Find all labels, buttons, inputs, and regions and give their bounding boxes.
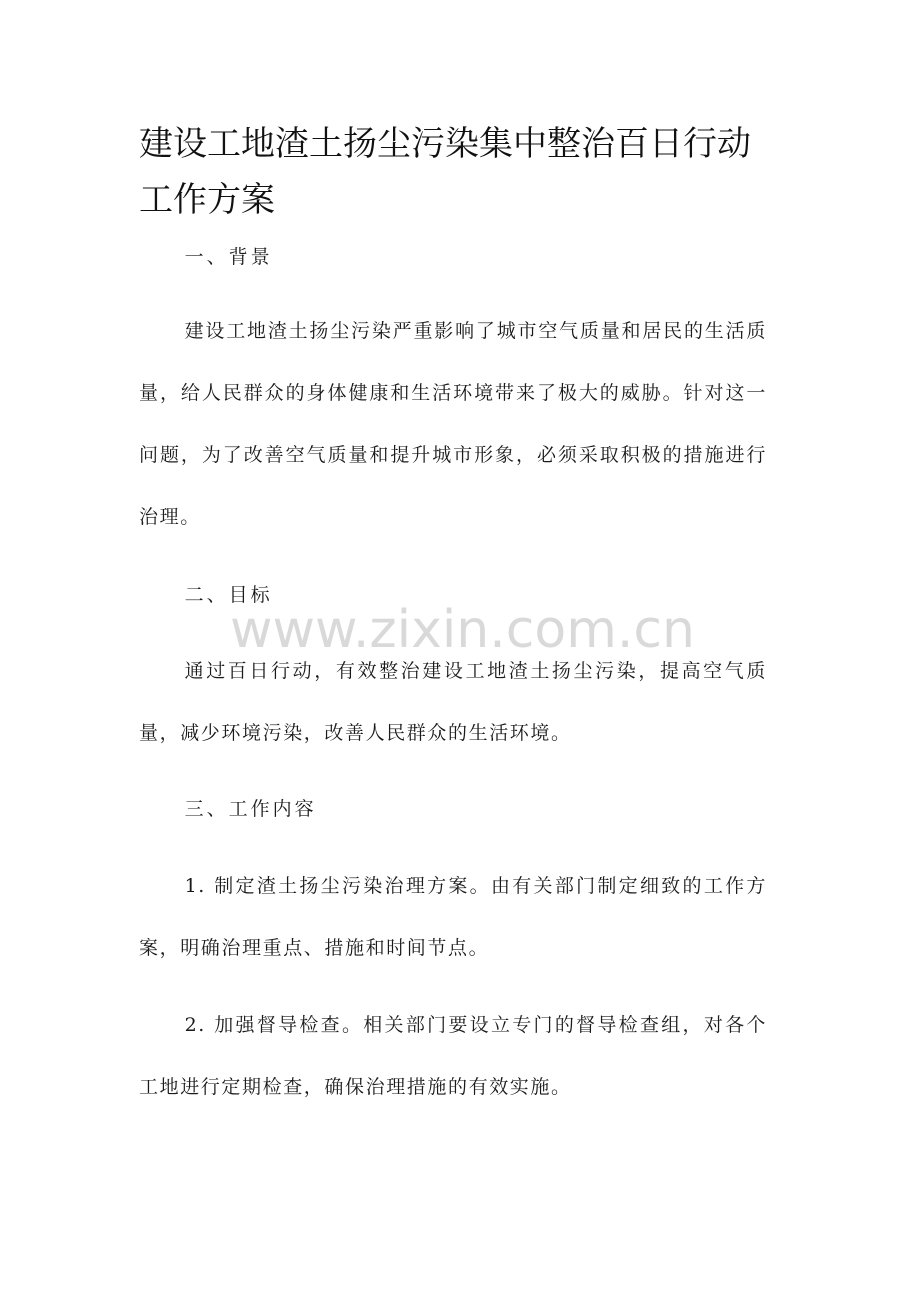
section-heading-content: 三、工作内容 — [184, 798, 317, 820]
section-heading-background: 一、背景 — [184, 246, 273, 268]
paragraph-background: 建设工地渣土扬尘污染严重影响了城市空气质量和居民的生活质量，给人民群众的身体健康和生活环境带来了极大的威胁。针对这一问题，为了改善空气质量和提升城市形象，必须采取积极的措施进行治理。 — [139, 320, 767, 528]
paragraph-goal: 通过百日行动，有效整治建设工地渣土扬尘污染，提高空气质量，减少环境污染，改善人民群众的生活环境。 — [139, 660, 767, 744]
section-heading-goal: 二、目标 — [184, 584, 273, 606]
document-title: 建设工地渣土扬尘污染集中整治百日行动工作方案 — [139, 124, 751, 220]
watermark: www.zixin.com.cn — [230, 600, 695, 660]
list-item-1: 1. 制定渣土扬尘污染治理方案。由有关部门制定细致的工作方案，明确治理重点、措施和时间节点。 — [139, 875, 767, 959]
list-item-2: 2. 加强督导检查。相关部门要设立专门的督导检查组，对各个工地进行定期检查，确保治理措施的有效实施。 — [139, 1014, 767, 1098]
